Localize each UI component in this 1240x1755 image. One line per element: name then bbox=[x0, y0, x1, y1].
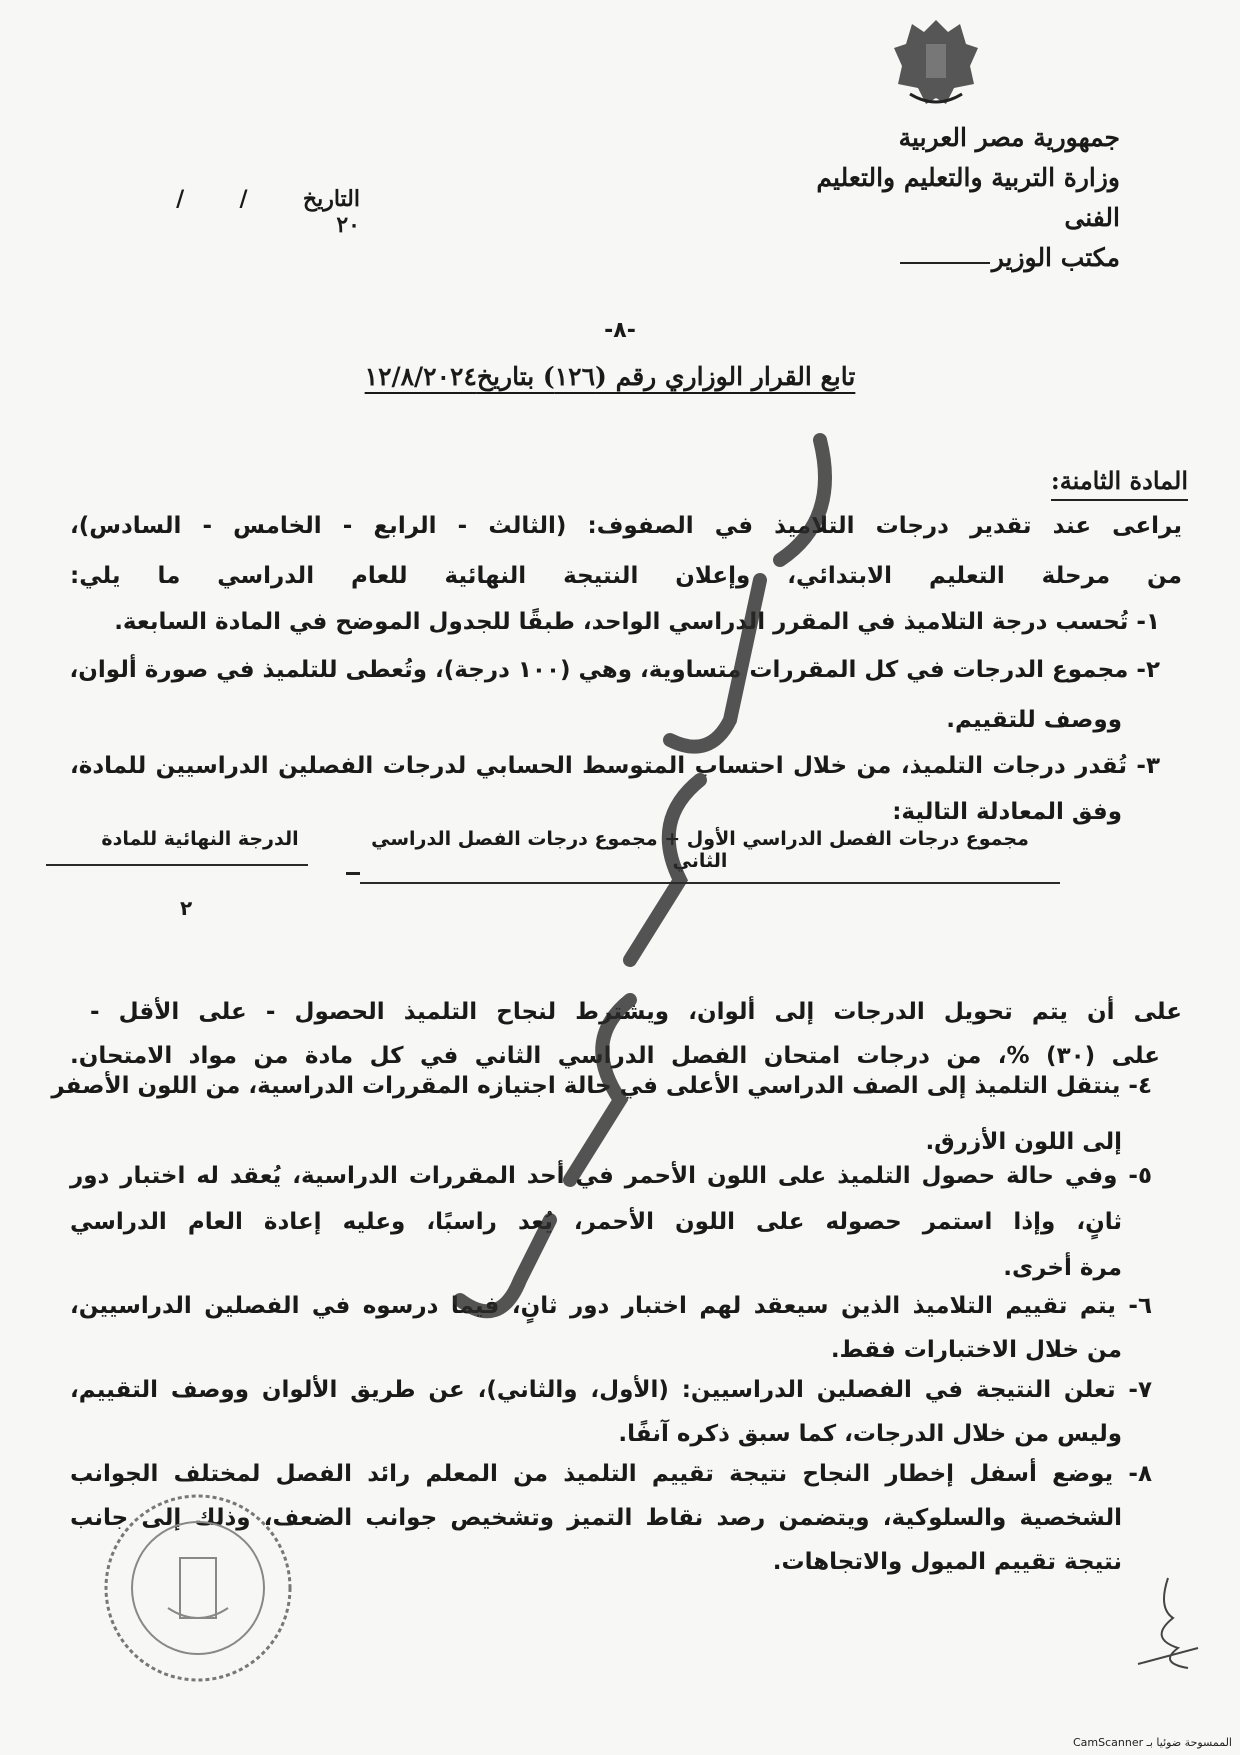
date-year: ٢٠ bbox=[336, 212, 360, 238]
date-separator: / bbox=[176, 186, 185, 212]
letterhead-office: مكتب الوزير bbox=[991, 243, 1120, 272]
body-line: على (٣٠) %، من درجات امتحان الفصل الدراسي الثاني في كل مادة من مواد الامتحان. bbox=[70, 1043, 1160, 1069]
decision-title: تابع القرار الوزاري رقم (١٢٦) بتاريخ١٢/٨/٢٠٢٤ bbox=[364, 362, 856, 391]
body-line: يراعى عند تقدير درجات التلاميذ في الصفوف: (الثالث - الرابع - الخامس - السادس)، bbox=[70, 513, 1182, 539]
list-item: من خلال الاختبارات فقط. bbox=[830, 1337, 1122, 1363]
list-item: ٢- مجموع الدرجات في كل المقررات متساوية، وهي (١٠٠ درجة)، وتُعطى للتلميذ في صورة ألوان، bbox=[69, 657, 1160, 683]
formula-numerator: مجموع درجات الفصل الدراسي الأول + مجموع درجات الفصل الدراسي الثاني bbox=[371, 828, 1029, 872]
list-item: الشخصية والسلوكية، ويتضمن رصد نقاط التميز وتشخيص جوانب الضعف، وذلك إلى جانب bbox=[70, 1505, 1122, 1531]
date-line bbox=[110, 186, 360, 238]
date-separator: / bbox=[239, 186, 248, 212]
letterhead-ministry: وزارة التربية والتعليم والتعليم الفنى bbox=[816, 163, 1120, 232]
article-heading: المادة الثامنة: bbox=[1051, 466, 1188, 501]
list-item: مرة أخرى. bbox=[1003, 1255, 1122, 1281]
list-item: ثانٍ، وإذا استمر حصوله على اللون الأحمر، يُعد راسبًا، وعليه إعادة العام الدراسي bbox=[70, 1209, 1122, 1235]
list-item: ٤- ينتقل التلميذ إلى الصف الدراسي الأعلى في حالة اجتيازه المقررات الدراسية، من اللون الأصفر bbox=[51, 1073, 1152, 1099]
list-item: ٦- يتم تقييم التلاميذ الذين سيعقد لهم اختبار دور ثانٍ، فيما درسوه في الفصلين الدراسيين، bbox=[70, 1293, 1152, 1319]
result-line bbox=[46, 864, 308, 866]
list-item: إلى اللون الأزرق. bbox=[925, 1129, 1122, 1155]
equals-sign bbox=[346, 872, 360, 875]
list-item: وفق المعادلة التالية: bbox=[892, 799, 1122, 825]
list-item: ٣- تُقدر درجات التلميذ، من خلال احتساب المتوسط الحسابي لدرجات الفصلين الدراسيين للمادة، bbox=[70, 753, 1160, 779]
formula-result: الدرجة النهائية للمادة bbox=[101, 828, 299, 850]
scanner-footer: الممسوحة ضوئيا بـ CamScanner bbox=[1072, 1736, 1232, 1749]
formula-denominator: ٢ bbox=[180, 896, 193, 920]
fraction-line bbox=[360, 882, 1060, 884]
date-label: التاريخ bbox=[302, 186, 360, 212]
list-item: نتيجة تقييم الميول والاتجاهات. bbox=[772, 1549, 1122, 1575]
list-item: ٧- تعلن النتيجة في الفصلين الدراسيين: (الأول، والثاني)، عن طريق الألوان ووصف التقييم، bbox=[70, 1377, 1152, 1403]
letterhead-country: جمهورية مصر العربية bbox=[898, 123, 1120, 152]
list-item: ١- تُحسب درجة التلاميذ في المقرر الدراسي الواحد، طبقًا للجدول الموضح في المادة السابعة. bbox=[114, 609, 1160, 635]
eagle-emblem-icon bbox=[890, 14, 982, 110]
body-line: على أن يتم تحويل الدرجات إلى ألوان، ويشترط لنجاح التلميذ الحصول - على الأقل - bbox=[90, 999, 1182, 1025]
official-seal-icon bbox=[98, 1488, 298, 1688]
body-line: من مرحلة التعليم الابتدائي، وإعلان النتيجة النهائية للعام الدراسي ما يلي: bbox=[70, 563, 1182, 589]
list-item: ٥- وفي حالة حصول التلميذ على اللون الأحمر في أحد المقررات الدراسية، يُعقد له اختبار دور bbox=[70, 1163, 1152, 1189]
signature-icon bbox=[1128, 1568, 1208, 1678]
letterhead bbox=[790, 118, 1120, 278]
list-item: ٨- يوضع أسفل إخطار النجاح نتيجة تقييم التلميذ من المعلم رائد الفصل لمختلف الجوانب bbox=[70, 1461, 1152, 1487]
list-item: ووصف للتقييم. bbox=[946, 707, 1122, 733]
list-item: وليس من خلال الدرجات، كما سبق ذكره آنفًا. bbox=[618, 1421, 1122, 1447]
page-number: -٨- bbox=[604, 318, 636, 343]
letterhead-divider bbox=[900, 262, 990, 264]
